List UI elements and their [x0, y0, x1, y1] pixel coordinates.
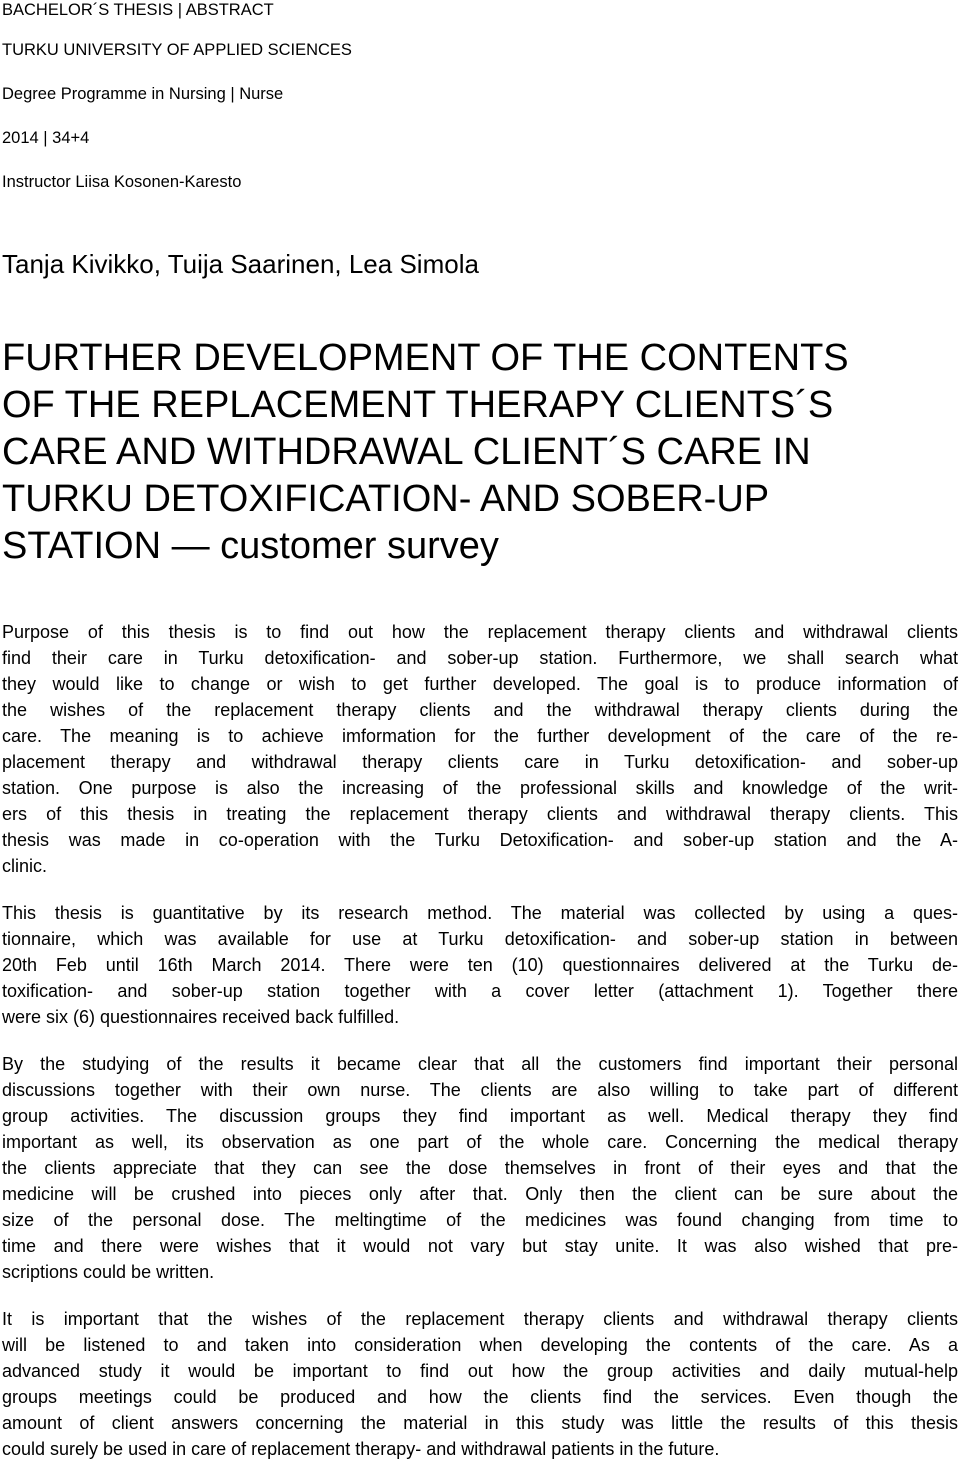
text-line: could surely be used in care of replacement therapy- and withdrawal patients in the future. [2, 1439, 720, 1459]
text-line: Purpose of this thesis is to find out how the replacement therapy clients and withdrawal clients [2, 622, 958, 642]
title-line: CARE AND WITHDRAWAL CLIENT´S CARE IN [2, 431, 811, 473]
text-line: time and there were wishes that it would not vary but stay unite. It was also wished that pre- [2, 1236, 958, 1256]
abstract-paragraph-results [2, 1051, 958, 1285]
text-line: will be listened to and taken into consideration when developing the contents of the care. As a [2, 1335, 958, 1355]
title-line: FURTHER DEVELOPMENT OF THE CONTENTS [2, 337, 849, 379]
text-line: groups meetings could be produced and how the clients find the services. Even though the [2, 1387, 958, 1407]
year-and-pages: 2014 | 34+4 [2, 129, 90, 147]
text-line: find their care in Turku detoxification- and sober-up station. Furthermore, we shall search what [2, 648, 958, 668]
degree-programme: Degree Programme in Nursing | Nurse [2, 85, 284, 103]
text-line: tionnaire, which was available for use at Turku detoxification- and sober-up station in between [2, 929, 958, 949]
text-line: the wishes of the replacement therapy clients and the withdrawal therapy clients during the [2, 700, 958, 720]
text-line: placement therapy and withdrawal therapy clients care in Turku detoxification- and sober-up [2, 752, 958, 772]
text-line: group activities. The discussion groups they find important as well. Medical therapy they find [2, 1106, 958, 1126]
text-line: toxification- and sober-up station together with a cover letter (attachment 1). Together there [2, 981, 958, 1001]
text-line: they would like to change or wish to get further developed. The goal is to produce information of [2, 674, 958, 694]
text-line: station. One purpose is also the increasing of the professional skills and knowledge of the writ- [2, 778, 958, 798]
title-line: OF THE REPLACEMENT THERAPY CLIENTS´S [2, 384, 834, 426]
title-line: STATION — customer survey [2, 525, 499, 567]
instructor: Instructor Liisa Kosonen-Karesto [2, 173, 242, 191]
abstract-body [2, 619, 958, 1483]
text-line: By the studying of the results it became clear that all the customers find important their personal [2, 1054, 958, 1074]
text-line: 20th Feb until 16th March 2014. There were ten (10) questionnaires delivered at the Turku de- [2, 955, 958, 975]
authors: Tanja Kivikko, Tuija Saarinen, Lea Simola [2, 249, 479, 279]
text-line: care. The meaning is to achieve imformation for the further development of the care of the re- [2, 726, 958, 746]
text-line: were six (6) questionnaires received back fulfilled. [2, 1007, 400, 1027]
text-line: discussions together with their own nurse. The clients are also willing to take part of different [2, 1080, 958, 1100]
text-line: size of the personal dose. The meltingtime of the medicines was found changing from time to [2, 1210, 958, 1230]
text-line: clinic. [2, 856, 48, 876]
text-line: the clients appreciate that they can see the dose themselves in front of their eyes and that the [2, 1158, 958, 1178]
abstract-paragraph-method [2, 900, 958, 1030]
text-line: This thesis is guantitative by its research method. The material was collected by using a ques- [2, 903, 958, 923]
text-line: amount of client answers concerning the material in this study was little the results of this thesis [2, 1413, 958, 1433]
text-line: It is important that the wishes of the replacement therapy clients and withdrawal therapy clients [2, 1309, 958, 1329]
university-name: TURKU UNIVERSITY OF APPLIED SCIENCES [2, 41, 352, 59]
abstract-paragraph-purpose [2, 619, 958, 879]
text-line: important as well, its observation as one part of the whole care. Concerning the medical therapy [2, 1132, 958, 1152]
document-type: BACHELOR´S THESIS | ABSTRACT [2, 1, 274, 19]
text-line: medicine will be crushed into pieces only after that. Only then the client can be sure about the [2, 1184, 958, 1204]
title-line: TURKU DETOXIFICATION- AND SOBER-UP [2, 478, 770, 520]
text-line: scriptions could be written. [2, 1262, 215, 1282]
thesis-title [2, 335, 958, 570]
text-line: thesis was made in co-operation with the Turku Detoxification- and sober-up station and the A- [2, 830, 958, 850]
abstract-paragraph-conclusion [2, 1306, 958, 1462]
text-line: ers of this thesis in treating the replacement therapy clients and withdrawal therapy clients. This [2, 804, 958, 824]
text-line: advanced study it would be important to find out how the group activities and daily mutual-help [2, 1361, 958, 1381]
